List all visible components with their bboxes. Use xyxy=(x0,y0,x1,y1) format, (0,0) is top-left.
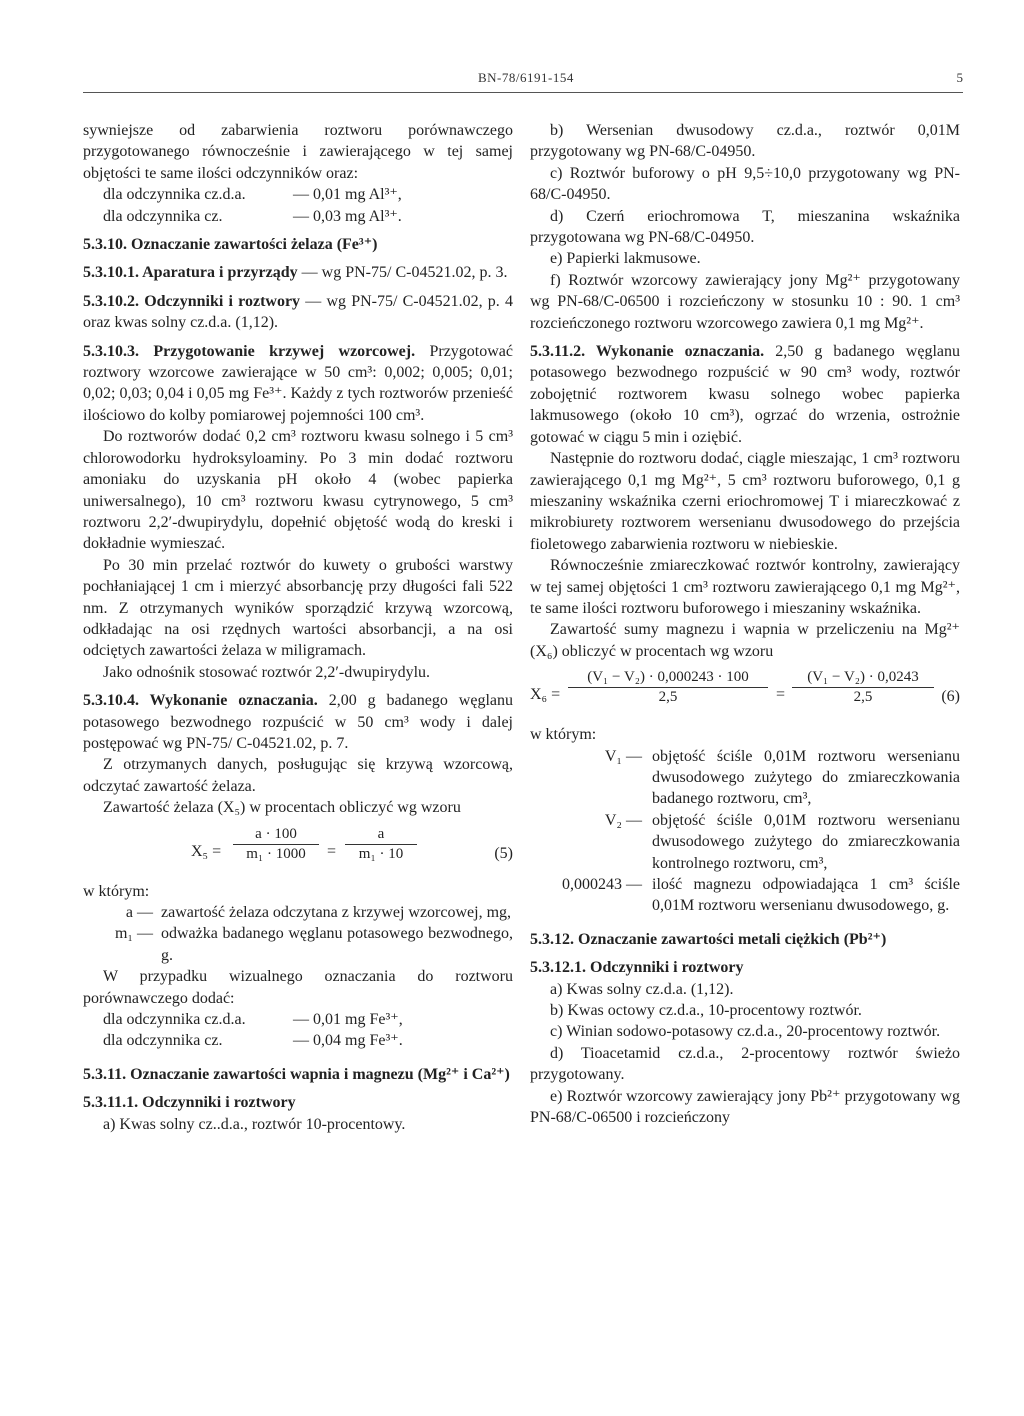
page-header xyxy=(83,70,963,93)
definition-item xyxy=(530,810,960,874)
list-item: a) Kwas solny cz..d.a., roztwór 10-procentowy. xyxy=(103,1115,406,1133)
definition-text: objętość ściśle 0,01M roztworu wersenianu dwusodowego zużytego do zmiareczkowania badanego roztworu, cm³, xyxy=(652,747,960,808)
row-label: dla odczynnika cz.d.a. xyxy=(103,186,246,204)
subsection-text: 2,50 g badanego węglanu potasowego bezwodnego rozpuścić w 90 cm³ wody, roztwór zobojętnić roztworem kwasu solnego wobec papierka lakmusowego (około 10 cm³), ogrzać do wrzenia, ostrożnie gotować w ciągu 5 min i oziębić. xyxy=(530,343,960,446)
numerator: a · 100 xyxy=(233,825,319,845)
definition-list xyxy=(530,746,960,917)
row-value: — 0,03 mg Al³⁺. xyxy=(293,207,402,225)
definition-item xyxy=(83,902,513,923)
row-label: dla odczynnika cz. xyxy=(103,207,223,225)
definition-text: odważka badanego węglanu potasowego bezwodnego, g. xyxy=(161,925,513,964)
numerator: (V₁ − V₂) · 0,0243 xyxy=(792,668,934,688)
definition-symbol: V₁ — xyxy=(604,747,642,765)
list-item: d) Czerń eriochromowa T, mieszanina wskaźnika przygotowana wg PN-68/C-04950. xyxy=(530,207,960,247)
definition-list xyxy=(83,902,513,966)
list-item: b) Wersenian dwusodowy cz.d.a., roztwór 0,01M przygotowany wg PN-68/C-04950. xyxy=(530,122,960,161)
paragraph: Z otrzymanych danych, posługując się krzywą wzorcową, odczytać zawartość żelaza. xyxy=(83,756,513,795)
section-5-3-10-3 xyxy=(83,341,513,427)
right-column xyxy=(530,120,960,1128)
subsection-text: — wg PN-75/ C-04521.02, p. 4 oraz kwas solny cz.d.a. (1,12). xyxy=(83,292,514,332)
subsection-heading: 5.3.10.1. Aparatura i przyrządy xyxy=(83,264,298,282)
section-heading-5-3-11: 5.3.11. Oznaczanie zawartości wapnia i magnezu (Mg²⁺ i Ca²⁺) xyxy=(83,1065,510,1083)
list-item: c) Roztwór buforowy o pH 9,5÷10,0 przygotowany wg PN-68/C-04950. xyxy=(530,164,960,204)
section-heading-5-3-12: 5.3.12. Oznaczanie zawartości metali ciężkich (Pb²⁺) xyxy=(530,930,887,948)
list-item: e) Roztwór wzorcowy zawierający jony Pb²⁺ przygotowany wg PN-68/C-06500 i rozcieńczony xyxy=(530,1087,960,1127)
formula-6 xyxy=(530,668,960,724)
formula-number: (5) xyxy=(494,844,513,862)
row-label: dla odczynnika cz.d.a. xyxy=(103,1011,246,1029)
left-column xyxy=(83,120,513,1135)
list-item: e) Papierki lakmusowe. xyxy=(550,250,701,268)
numerator: a xyxy=(345,825,417,845)
equals-sign: = xyxy=(776,686,786,704)
fe-row xyxy=(83,1030,513,1051)
formula-fraction xyxy=(568,668,768,707)
section-5-3-10-1 xyxy=(83,262,513,283)
section-5-3-10-2 xyxy=(83,291,513,334)
subsection-text: Przygotować roztwory wzorcowe zawierające w 50 cm³: 0,002; 0,005; 0,01; 0,02; 0,03; 0,04 i 0,05 mg Fe³⁺. Każdy z tych roztworów przenieść ilościowo do kolby pomiarowej pojemności 100 cm³. xyxy=(83,342,514,424)
definition-item xyxy=(530,746,960,810)
where-label: w którym: xyxy=(83,882,150,900)
formula-lhs: X₅ = xyxy=(191,842,222,860)
paragraph: W przypadku wizualnego oznaczania do roztworu porównawczego dodać: xyxy=(83,968,513,1007)
denominator: m₁ · 1000 xyxy=(246,845,306,862)
denominator: 2,5 xyxy=(658,689,678,706)
list-item: c) Winian sodowo-potasowy cz.d.a., 20-procentowy roztwór. xyxy=(550,1023,941,1041)
formula-fraction xyxy=(345,825,417,864)
subsection-heading-5-3-11-1: 5.3.11.1. Odczynniki i roztwory xyxy=(83,1094,296,1112)
paragraph: Po 30 min przelać roztwór do kuwety o grubości warstwy pochłaniającej 1 cm i mierzyć absorbancję przy długości fali 522 nm. Z otrzymanych wyników sporządzić krzywą wzorcową, odkładając na osi rzędnych wartości absorbancji, a na osi odciętych zawartości żelaza w miligramach. xyxy=(83,556,513,660)
formula-fraction xyxy=(233,825,319,864)
subsection-heading: 5.3.11.2. Wykonanie oznaczania. xyxy=(530,343,765,361)
paragraph: Jako odnośnik stosować roztwór 2,2′-dwupirydylu. xyxy=(103,663,431,681)
list-item: a) Kwas solny cz.d.a. (1,12). xyxy=(550,980,734,998)
document-code: BN-78/6191-154 xyxy=(478,70,574,85)
where-label: w którym: xyxy=(530,726,597,744)
definition-symbol: V₂ — xyxy=(604,811,642,829)
definition-text: zawartość żelaza odczytana z krzywej wzorcowej, mg, xyxy=(161,904,512,921)
section-heading-5-3-10: 5.3.10. Oznaczanie zawartości żelaza (Fe³⁺) xyxy=(83,236,378,254)
formula-lhs: X₆ = xyxy=(530,686,561,704)
equals-sign: = xyxy=(327,842,337,860)
subsection-heading-5-3-12-1: 5.3.12.1. Odczynniki i roztwory xyxy=(530,959,744,977)
formula-fraction xyxy=(792,668,934,707)
page-number: 5 xyxy=(956,70,963,85)
fe-row xyxy=(83,1009,513,1030)
formula-5 xyxy=(83,825,513,881)
denominator: 2,5 xyxy=(853,689,873,706)
intro-paragraph: sywniejsze od zabarwienia roztworu porównawczego przygotowanego równocześnie i zawierającego w tej samej objętości te same ilości odczynników oraz: xyxy=(83,122,513,182)
paragraph: Zawartość żelaza (X₅) w procentach obliczyć wg wzoru xyxy=(103,799,461,817)
definition-item xyxy=(83,923,513,966)
section-5-3-10-4 xyxy=(83,690,513,754)
subsection-text: — wg PN-75/ C-04521.02, p. 3. xyxy=(297,264,508,282)
row-label: dla odczynnika cz. xyxy=(103,1032,223,1050)
denominator: m₁ · 10 xyxy=(358,845,404,862)
paragraph: Zawartość sumy magnezu i wapnia w przeliczeniu na Mg²⁺ (X₆) obliczyć w procentach wg wzoru xyxy=(530,621,960,660)
subsection-heading: 5.3.10.2. Odczynniki i roztwory xyxy=(83,292,301,310)
formula-number: (6) xyxy=(941,688,960,706)
list-item: b) Kwas octowy cz.d.a., 10-procentowy roztwór. xyxy=(550,1002,862,1020)
intro-row xyxy=(83,206,513,227)
list-item: d) Tioacetamid cz.d.a., 2-procentowy roztwór świeżo przygotowany. xyxy=(530,1044,960,1084)
paragraph: Następnie do roztworu dodać, ciągle mieszając, 1 cm³ roztworu zawierającego 0,1 mg Mg²⁺, 5 cm³ roztworu buforowego, 0,1 g mieszaniny wskaźnika czerni eriochromowej T i miareczkować z mikrobiurety roztworem wersenianu dwusodowego do przejścia fioletowego zabarwienia roztworu w niebieskie. xyxy=(530,450,960,553)
definition-text: ilość magnezu odpowiadająca 1 cm³ ściśle 0,01M roztworu wersenianu dwusodowego, g. xyxy=(652,876,960,915)
numerator: (V₁ − V₂) · 0,000243 · 100 xyxy=(568,668,768,688)
definition-item xyxy=(530,874,960,917)
list-item: f) Roztwór wzorcowy zawierający jony Mg²⁺ przygotowany wg PN-68/C-06500 i rozcieńczony w stosunku 10 : 90. 1 cm³ rozcieńczonego roztworu wzorcowego zawiera 0,1 mg Mg²⁺. xyxy=(530,271,960,332)
row-value: — 0,04 mg Fe³⁺. xyxy=(293,1032,403,1050)
definition-text: objętość ściśle 0,01M roztworu wersenianu dwusodowego zużytego do zmiareczkowania kontrolnego roztworu, cm³, xyxy=(652,811,960,872)
row-value: — 0,01 mg Al³⁺, xyxy=(293,186,402,204)
section-5-3-11-2 xyxy=(530,341,960,448)
definition-symbol: m₁ — xyxy=(114,925,153,943)
row-value: — 0,01 mg Fe³⁺, xyxy=(293,1011,403,1029)
intro-row xyxy=(83,184,513,205)
definition-symbol: 0,000243 — xyxy=(562,876,642,893)
subsection-heading: 5.3.10.3. Przygotowanie krzywej wzorcowej. xyxy=(83,342,416,360)
paragraph: Równocześnie zmiareczkować roztwór kontrolny, zawierający w tej samej objętości 1 cm³ roztworu zawierającego 0,1 mg Mg²⁺, te same ilości roztworu buforowego i mieszaniny wskaźnika. xyxy=(530,557,960,617)
subsection-text: 2,00 g badanego węglanu potasowego bezwodnego rozpuścić w 50 cm³ wody i dalej postępować wg PN-75/ C-04521.02, p. 7. xyxy=(83,692,513,752)
paragraph: Do roztworów dodać 0,2 cm³ roztworu kwasu solnego i 5 cm³ chlorowodorku hydroksyloaminy. Po 3 min dodać roztworu amoniaku do uzyskania pH około 4 (wobec papierka uniwersalnego), 10 cm³ roztworu kwasu cytrynowego, 5 cm³ roztworu 2,2′-dwupirydylu, dopełnić objętość wodą do kreski i dokładnie wymieszać. xyxy=(83,428,513,553)
definition-symbol: a — xyxy=(125,904,153,921)
subsection-heading: 5.3.10.4. Wykonanie oznaczania. xyxy=(83,692,318,710)
